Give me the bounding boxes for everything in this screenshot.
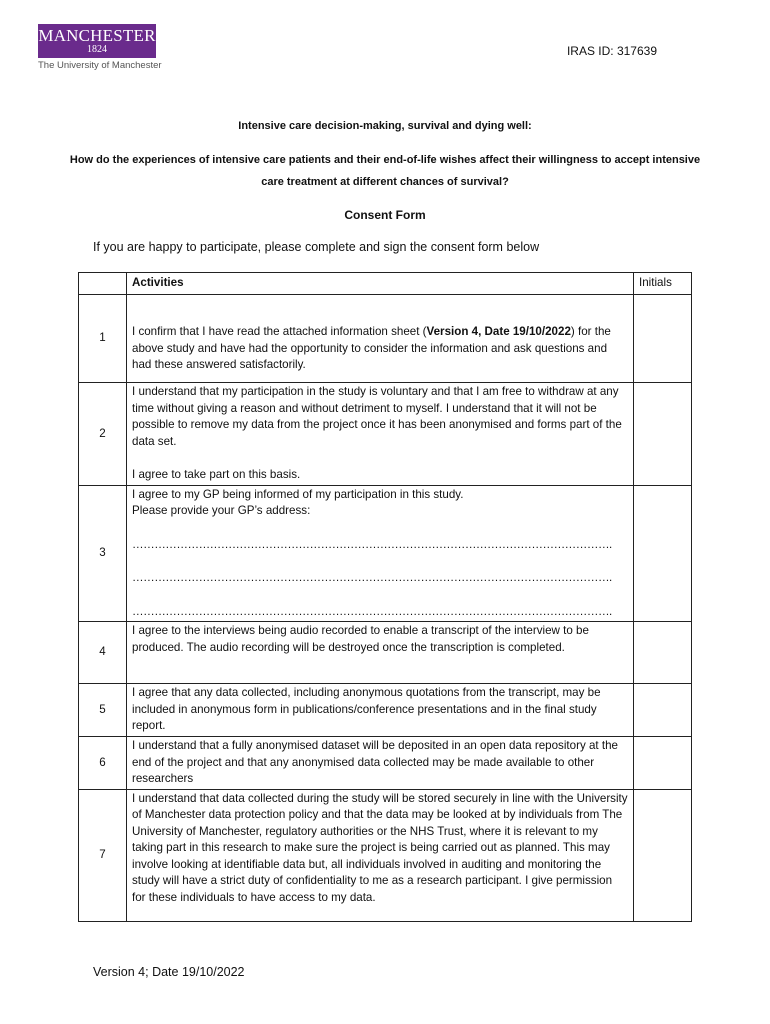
university-logo — [38, 24, 162, 71]
version-footer: Version 4; Date 19/10/2022 — [93, 965, 245, 979]
logo-subtitle: The University of Manchester — [38, 60, 162, 71]
table-header-row — [79, 273, 692, 295]
research-question: How do the experiences of intensive care patients and their end-of-life wishes affect their willingness to accept intensive care treatment at different chances of survival? — [69, 154, 701, 188]
initials-box[interactable] — [634, 737, 692, 790]
initials-box[interactable] — [634, 789, 692, 921]
gp-address-line[interactable]: …………………………………………………………………………………………………………………. — [132, 537, 612, 551]
consent-table — [78, 272, 692, 922]
row-number: 2 — [79, 383, 127, 486]
logo-name: MANCHESTER — [38, 26, 156, 45]
activity-paragraph: I agree to take part on this basis. — [132, 468, 301, 481]
table-row — [79, 622, 692, 684]
table-row — [79, 737, 692, 790]
row-number: 5 — [79, 684, 127, 737]
activities-header: Activities — [127, 273, 634, 295]
gp-address-line[interactable]: …………………………………………………………………………………………………………………. — [132, 604, 612, 618]
table-row — [79, 295, 692, 383]
number-header — [79, 273, 127, 295]
initials-box[interactable] — [634, 622, 692, 684]
form-title: Consent Form — [344, 208, 426, 222]
table-row — [79, 485, 692, 622]
intro-text: If you are happy to participate, please complete and sign the consent form below — [93, 240, 540, 254]
activity-text: I understand that data collected during the study will be stored securely in line with the University of Manchester data protection policy and that the data may be looked at by individuals from The University of Manchester, regulatory authorities or the NHS Trust, where it is relevant to my taking part in this research to make sure the project is being carried out as planned. This may involve looking at identifiable data but, all individuals involved in auditing and monitoring the study will have a strict duty of confidentiality to me as a research participant. I give permission for these individuals to have access to my data. — [127, 789, 634, 921]
activity-paragraph: Please provide your GP’s address: — [132, 504, 311, 517]
activity-text-post: ) for the above study and have had the opportunity to consider the information and ask questions and had these answered satisfactorily. — [132, 325, 611, 371]
table-row — [79, 383, 692, 486]
version-date-bold: Version 4, Date 19/10/2022 — [426, 325, 571, 338]
initials-box[interactable] — [634, 383, 692, 486]
document-title: Intensive care decision-making, survival and dying well: — [238, 120, 532, 132]
initials-box[interactable] — [634, 295, 692, 383]
table-row — [79, 684, 692, 737]
row-number: 4 — [79, 622, 127, 684]
activity-paragraph: I agree to my GP being informed of my participation in this study. — [132, 487, 464, 501]
gp-address-line[interactable]: …………………………………………………………………………………………………………………. — [132, 571, 612, 584]
activity-text — [127, 295, 634, 383]
row-number: 1 — [79, 295, 127, 383]
iras-id: IRAS ID: 317639 — [566, 44, 657, 58]
logo-year: 1824 — [87, 44, 107, 55]
activity-text-pre: I confirm that I have read the attached information sheet ( — [132, 325, 427, 338]
initials-box[interactable] — [634, 684, 692, 737]
initials-box[interactable] — [634, 485, 692, 622]
row-number: 3 — [79, 485, 127, 622]
logo-box — [38, 24, 156, 58]
row-number: 7 — [79, 789, 127, 921]
activity-text — [127, 485, 634, 622]
activity-text: I agree that any data collected, including anonymous quotations from the transcript, may be included in anonymous form in publications/conference presentations and in the final study report. — [127, 684, 634, 737]
activity-text: I agree to the interviews being audio recorded to enable a transcript of the interview to be produced. The audio recording will be destroyed once the transcription is completed. — [127, 622, 634, 684]
activity-paragraph: I understand that my participation in the study is voluntary and that I am free to withdraw at any time without giving a reason and without detriment to myself. I understand that it will not be possible to remove my data from the project once it has been anonymised and forms part of the data set. — [132, 385, 622, 448]
table-row — [79, 789, 692, 921]
row-number: 6 — [79, 737, 127, 790]
activity-text: I understand that a fully anonymised dataset will be deposited in an open data repository at the end of the project and that any anonymised data collected may be made available to other researchers — [127, 737, 634, 790]
initials-header: Initials — [634, 273, 692, 295]
activity-text — [127, 383, 634, 486]
